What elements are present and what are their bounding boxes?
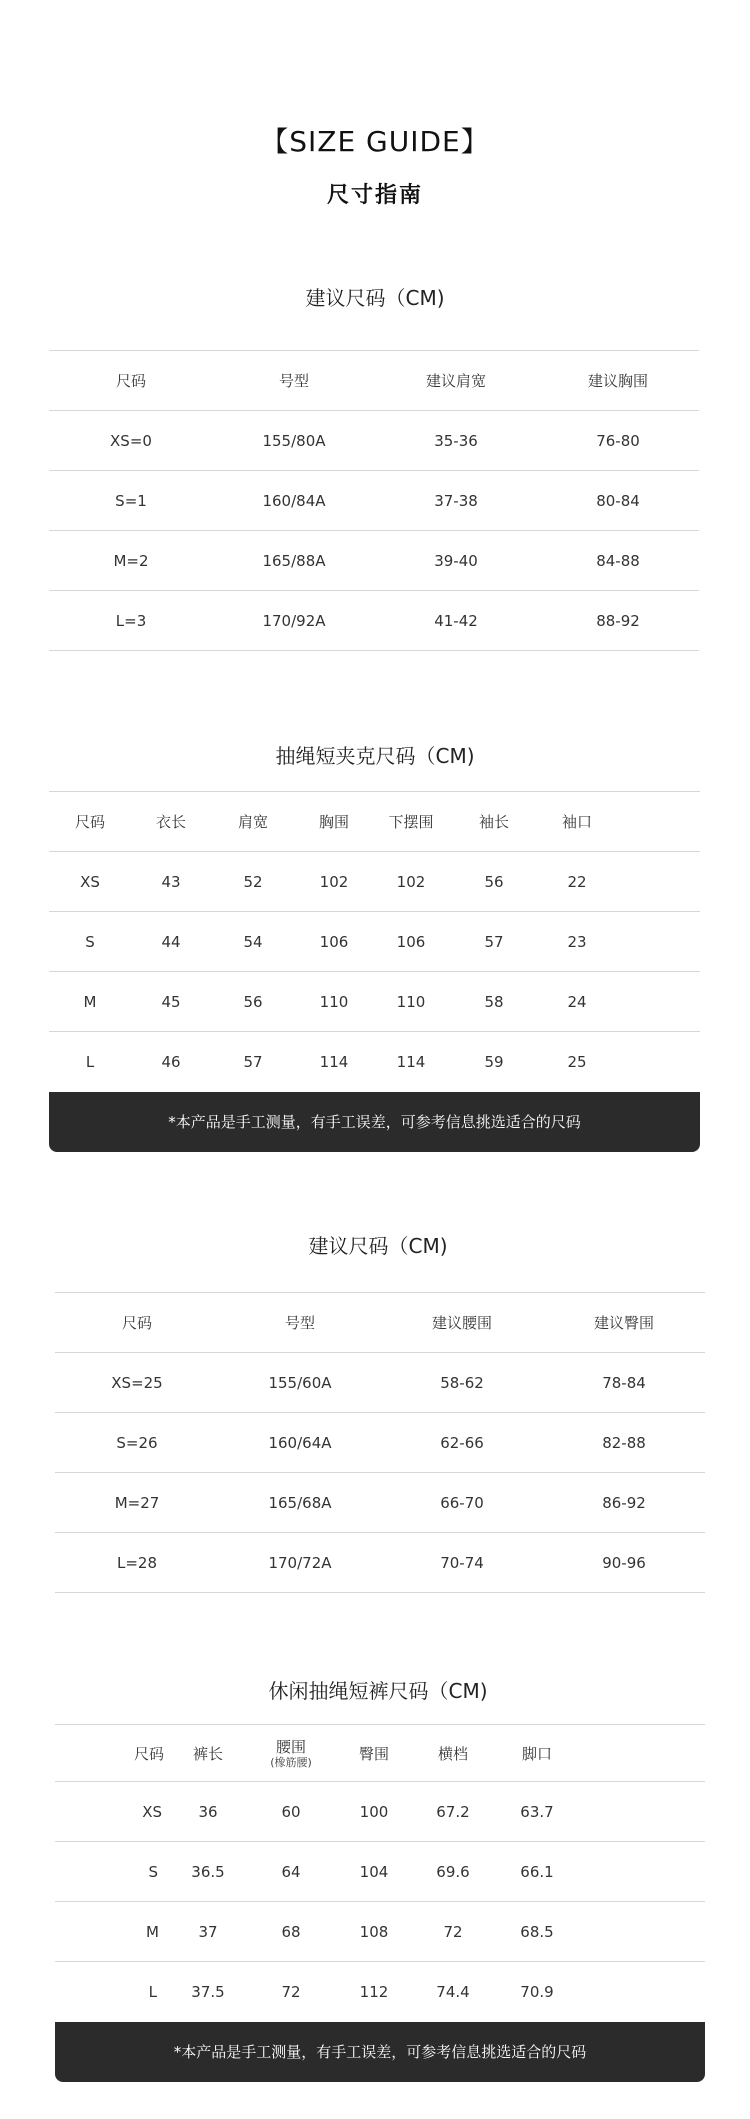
table-cell: 80-84	[537, 471, 699, 531]
table-row	[49, 411, 699, 471]
table-cell: 160/84A	[213, 471, 375, 531]
table2-title: 抽绳短夹克尺码（CM)	[275, 744, 475, 768]
table-cell: 52	[211, 852, 295, 912]
table-cell: 102	[373, 852, 449, 912]
column-header: 尺码	[49, 351, 213, 411]
table-cell: 58	[449, 972, 539, 1032]
table-cell: 165/88A	[213, 531, 375, 591]
table-cell: 165/68A	[219, 1473, 381, 1533]
table-cell: XS	[55, 1782, 168, 1842]
table-cell: 43	[131, 852, 211, 912]
table-cell: L=3	[49, 591, 213, 651]
table-cell: 100	[334, 1782, 414, 1842]
empty-cell	[615, 852, 700, 912]
empty-cell	[582, 1725, 705, 1782]
table-row	[55, 1533, 705, 1593]
empty-cell	[615, 792, 700, 852]
table-cell: 70.9	[520, 1982, 554, 2001]
table-cell: 24	[539, 972, 615, 1032]
table-cell: 36	[168, 1782, 248, 1842]
table-cell: 39-40	[375, 531, 537, 591]
table-cell: 68.5	[492, 1902, 582, 1962]
table-cell: M	[55, 1902, 168, 1962]
empty-cell	[615, 1032, 700, 1092]
column-header: 建议胸围	[537, 351, 699, 411]
table-cell: 160/64A	[219, 1413, 381, 1473]
table-row	[55, 1842, 705, 1902]
table-row	[49, 471, 699, 531]
empty-cell	[615, 972, 700, 1032]
table-cell: 59	[484, 1052, 504, 1071]
table-header-row	[49, 792, 700, 852]
table4-title: 休闲抽绳短裤尺码（CM)	[268, 1679, 488, 1703]
table-cell: M	[49, 972, 131, 1032]
table-cell: 78-84	[543, 1353, 705, 1413]
table-cell: M=2	[49, 531, 213, 591]
table-cell: 41-42	[375, 591, 537, 651]
column-header: 尺码	[55, 1293, 219, 1353]
table-cell: S	[55, 1842, 168, 1902]
column-header: 胸围	[295, 792, 373, 852]
column-header: 尺码	[49, 792, 131, 852]
page-title-cn: 尺寸指南	[326, 183, 423, 208]
table-cell: 66.1	[492, 1842, 582, 1902]
table-cell: 110	[295, 972, 373, 1032]
table3-suggested-size	[55, 1292, 705, 1593]
table-cell: 170/72A	[219, 1533, 381, 1593]
column-header: 脚口	[492, 1725, 582, 1782]
table-cell: 108	[334, 1902, 414, 1962]
column-header: 建议腰围	[381, 1293, 543, 1353]
column-header: 尺码	[55, 1725, 168, 1782]
column-header: 号型	[219, 1293, 381, 1353]
table-cell: 57	[449, 912, 539, 972]
table-cell: 63.7	[492, 1782, 582, 1842]
table-cell: 88-92	[537, 591, 699, 651]
table-cell: 64	[248, 1842, 334, 1902]
table-cell: S	[49, 912, 131, 972]
table-cell: 62-66	[381, 1413, 543, 1473]
table-cell: L	[148, 1982, 157, 2001]
table-cell: 70-74	[381, 1533, 543, 1593]
table-cell: 74.4	[436, 1982, 470, 2001]
table-row	[55, 1962, 705, 2022]
measurement-note: *本产品是手工测量，有手工误差，可参考信息挑选适合的尺码	[55, 2022, 705, 2082]
empty-cell	[615, 912, 700, 972]
table-cell: S=1	[49, 471, 213, 531]
column-header: 建议肩宽	[375, 351, 537, 411]
table-cell: 46	[161, 1052, 181, 1071]
table-cell: 76-80	[537, 411, 699, 471]
column-header: 袖长	[449, 792, 539, 852]
table-cell: 25	[567, 1052, 587, 1071]
table4-shorts-size	[55, 1724, 705, 2022]
table-cell: 68	[248, 1902, 334, 1962]
column-header: 横档	[414, 1725, 492, 1782]
table-cell: 102	[295, 852, 373, 912]
table1-suggested-size	[49, 350, 699, 651]
table-row	[55, 1473, 705, 1533]
empty-cell	[582, 1902, 705, 1962]
table-cell: 60	[248, 1782, 334, 1842]
table-cell: XS=25	[55, 1353, 219, 1413]
table3-title: 建议尺码（CM)	[308, 1234, 448, 1258]
table-cell: 90-96	[543, 1533, 705, 1593]
table-cell: L=28	[55, 1533, 219, 1593]
column-header: 裤长	[168, 1725, 248, 1782]
column-header: 下摆围	[373, 792, 449, 852]
column-header: 肩宽	[211, 792, 295, 852]
table2-jacket-size	[49, 791, 700, 1092]
empty-cell	[582, 1962, 705, 2022]
table-cell: 112	[359, 1982, 389, 2001]
table-cell: S=26	[55, 1413, 219, 1473]
table-cell: 106	[295, 912, 373, 972]
table-cell: 82-88	[543, 1413, 705, 1473]
table-cell: 37.5	[191, 1982, 225, 2001]
empty-cell	[582, 1842, 705, 1902]
table-cell: 37-38	[375, 471, 537, 531]
table-cell: M=27	[55, 1473, 219, 1533]
table-cell: 110	[373, 972, 449, 1032]
table-row	[55, 1902, 705, 1962]
table-cell: 35-36	[375, 411, 537, 471]
table-cell: L	[85, 1052, 95, 1071]
table-cell: 104	[334, 1842, 414, 1902]
column-header-waist	[248, 1725, 334, 1782]
column-header: 衣长	[131, 792, 211, 852]
table-row	[49, 972, 700, 1032]
table-cell: XS	[49, 852, 131, 912]
table-row	[49, 852, 700, 912]
table-cell: 54	[211, 912, 295, 972]
table-row	[49, 591, 699, 651]
table-cell: 66-70	[381, 1473, 543, 1533]
table-cell: 69.6	[414, 1842, 492, 1902]
column-header: 袖口	[539, 792, 615, 852]
column-header-sub: (橡筋腰)	[270, 1755, 312, 1769]
measurement-note: *本产品是手工测量，有手工误差，可参考信息挑选适合的尺码	[49, 1092, 700, 1152]
table-cell: 45	[131, 972, 211, 1032]
table-cell: 72	[281, 1982, 301, 2001]
table-header-row	[55, 1293, 705, 1353]
table-cell: 84-88	[537, 531, 699, 591]
table-row	[49, 531, 699, 591]
table-row	[55, 1413, 705, 1473]
table-cell: 56	[211, 972, 295, 1032]
table-cell: 114	[319, 1052, 349, 1071]
table-cell: 56	[449, 852, 539, 912]
column-header: 臀围	[334, 1725, 414, 1782]
column-header-label: 腰围	[275, 1737, 306, 1756]
table-cell: 170/92A	[213, 591, 375, 651]
table-row	[49, 912, 700, 972]
table-cell: 57	[243, 1052, 263, 1071]
table-cell: 36.5	[168, 1842, 248, 1902]
table-cell: 86-92	[543, 1473, 705, 1533]
table-cell: 114	[396, 1052, 426, 1071]
table-header-row	[55, 1725, 705, 1782]
table-cell: 22	[539, 852, 615, 912]
table-cell: 155/80A	[213, 411, 375, 471]
table-cell: XS=0	[49, 411, 213, 471]
table-cell: 37	[168, 1902, 248, 1962]
page-title-en: 【SIZE GUIDE】	[260, 125, 490, 158]
table-row	[49, 1032, 700, 1092]
column-header: 建议臀围	[543, 1293, 705, 1353]
table-cell: 58-62	[381, 1353, 543, 1413]
table-header-row	[49, 351, 699, 411]
column-header: 号型	[213, 351, 375, 411]
table-cell: 44	[131, 912, 211, 972]
table-cell: 106	[373, 912, 449, 972]
table-cell: 67.2	[414, 1782, 492, 1842]
table-cell: 155/60A	[219, 1353, 381, 1413]
table-cell: 72	[414, 1902, 492, 1962]
table-cell: 23	[539, 912, 615, 972]
table-row	[55, 1782, 705, 1842]
table-row	[55, 1353, 705, 1413]
empty-cell	[582, 1782, 705, 1842]
table1-title: 建议尺码（CM)	[305, 286, 445, 310]
